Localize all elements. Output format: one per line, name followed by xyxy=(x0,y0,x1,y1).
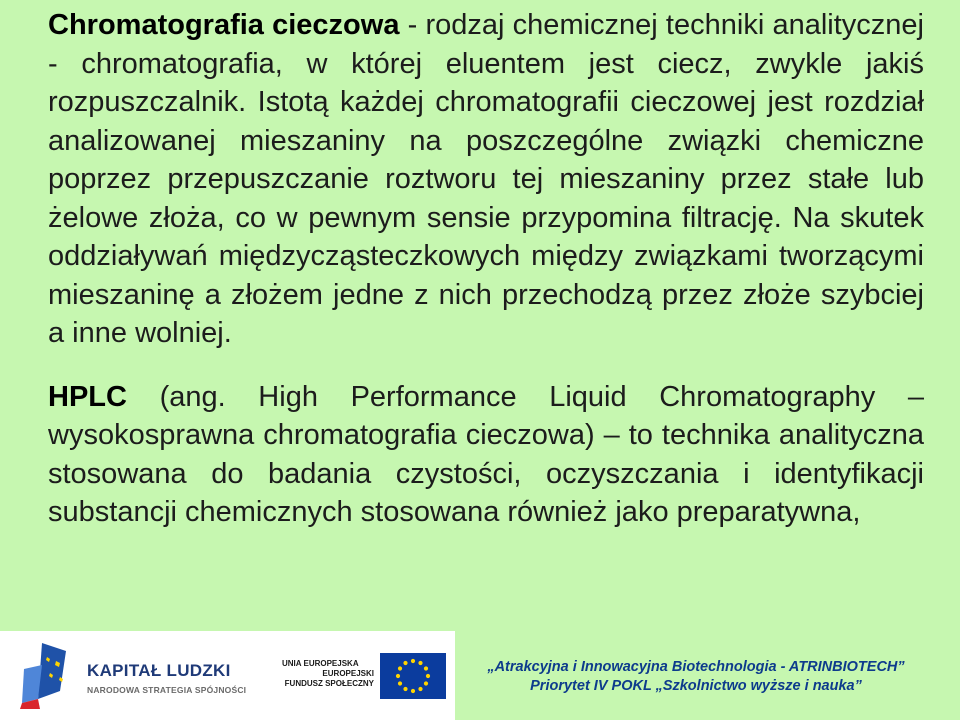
eu-star xyxy=(424,681,428,685)
project-priority: Priorytet IV POKL „Szkolnictwo wyższe i nauka” xyxy=(530,678,862,694)
project-title: „Atrakcyjna i Innowacyjna Biotechnologia - ATRINBIOTECH” xyxy=(487,659,905,675)
paragraph-hplc xyxy=(48,378,924,532)
slide-content xyxy=(48,6,924,532)
paragraph-body: (ang. High Performance Liquid Chromatography – wysokosprawna chromatografia cieczowa) – to technika analityczna stosowana do badania czystości, oczyszczania i identyfikacji substancji chemicznych stosowana również jako preparatywna, xyxy=(48,380,924,528)
kapital-ludzki-title: KAPITAŁ LUDZKI xyxy=(87,661,231,680)
eu-star xyxy=(396,674,400,678)
term-hplc: HPLC xyxy=(48,380,127,413)
eu-star xyxy=(418,687,422,691)
eu-star xyxy=(403,661,407,665)
eu-star xyxy=(398,681,402,685)
eu-star xyxy=(418,661,422,665)
eu-line-1: UNIA EUROPEJSKA xyxy=(282,659,359,668)
project-info xyxy=(470,658,922,696)
eu-star xyxy=(411,689,415,693)
logo-panel xyxy=(0,631,455,720)
eu-star xyxy=(424,666,428,670)
paragraph-body: - rodzaj chemicznej techniki analitycznej - chromatografia, w której eluentem jest ciecz, zwykle jakiś rozpuszczalnik. Istotą każdej chromatografii cieczowej jest rozdział analizowanej mieszaniny na poszczególne związki chemiczne poprzez przepuszczanie roztworu tej mieszaniny przez stałe lub żelowe złoża, co w pewnym sensie przypomina filtrację. Na skutek oddziaływań międzycząsteczkowych między związkami tworzącymi mieszaninę a złożem jedne z nich przechodzą przez złoże szybciej a inne wolniej. xyxy=(48,9,924,349)
kapital-ludzki-subtitle: NARODOWA STRATEGIA SPÓJNOŚCI xyxy=(87,685,247,695)
eu-star xyxy=(411,659,415,663)
term-chromatografia-cieczowa: Chromatografia cieczowa xyxy=(48,9,400,41)
eu-line-2: EUROPEJSKI xyxy=(322,669,374,678)
footer-band xyxy=(0,631,960,720)
kapital-ludzki-logo-icon xyxy=(20,639,80,711)
eu-line-3: FUNDUSZ SPOŁECZNY xyxy=(284,679,374,688)
eu-flag-icon xyxy=(380,653,446,699)
eu-star xyxy=(398,666,402,670)
eu-logo-text xyxy=(282,659,374,689)
paragraph-liquid-chromatography xyxy=(48,6,924,353)
eu-star xyxy=(426,674,430,678)
eu-star xyxy=(403,687,407,691)
